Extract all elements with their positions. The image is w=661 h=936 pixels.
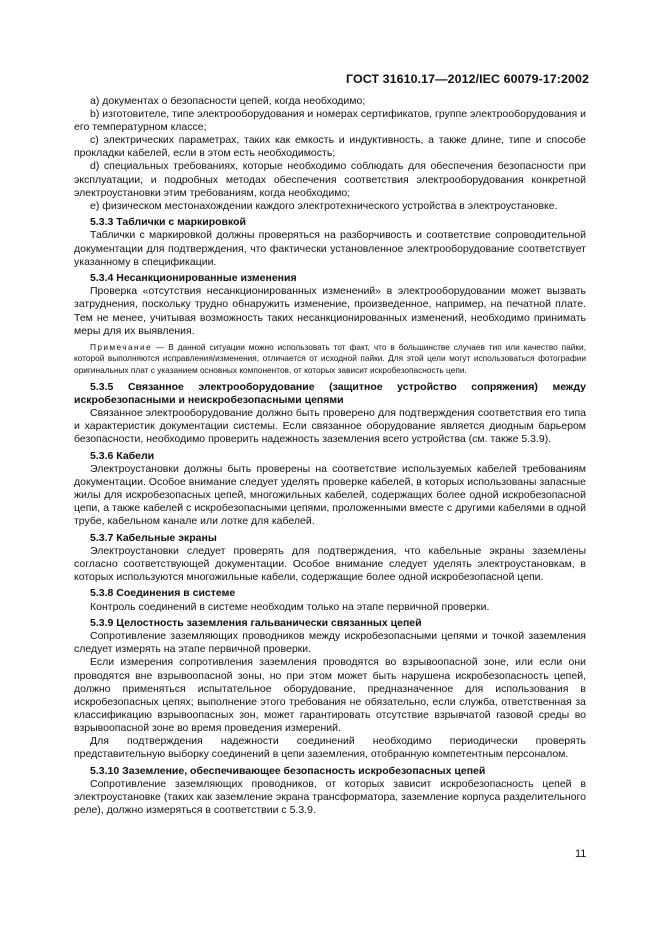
section-number: 5.3.4 <box>90 272 114 285</box>
section-number: 5.3.8 <box>90 587 114 600</box>
paragraph: Проверка «отсутствия несанкционированных изменений» в электрооборудовании может вызвать затруднения, поскольку трудно обнаружить изменение, произведенное, например, на печатной плате. Тем не менее, учитывая возможность таких несанкционированных изменений, необходимо принимать меры для их выявления. <box>74 285 586 337</box>
paragraph: Сопротивление заземляющих проводников между искробезопасными цепями и точкой заземления следует измерять на этапе первичной проверки. <box>74 630 586 656</box>
document-body <box>74 95 586 817</box>
section-number: 5.3.7 <box>90 531 114 544</box>
list-item-d: d) специальных требованиях, которые необходимо соблюдать для обеспечения безопасности при эксплуатации, и подробных методах обеспечения соответствия электрооборудования конкретной электроустановки этим требованиям, когда необходимо; <box>74 160 586 199</box>
section-number: 5.3.5 <box>90 380 114 393</box>
paragraph: Электроустановки должны быть проверены на соответствие используемых кабелей требованиям документации. Особое внимание следует уделять проверке кабелей, в которых использованы запасные жилы для искробезопасных цепей, многожильных кабелей, содержащих более одной искробезопасной цепи, а также кабелей с искробезопасными цепями, проложенными вместе с другими кабелями в одной трубе, кабельном канале или лотке для кабелей. <box>74 462 586 528</box>
section-title: Кабели <box>116 449 155 462</box>
section-number: 5.3.3 <box>90 216 114 229</box>
section-number: 5.3.6 <box>90 449 114 462</box>
section-title: Целостность заземления гальванически связанных цепей <box>116 617 422 630</box>
list-item-c: с) электрических параметрах, таких как емкость и индуктивность, а также длине, типе и способе прокладки кабелей, если в этом есть необходимость; <box>74 134 586 160</box>
list-item-a: а) документах о безопасности цепей, когда необходимо; <box>90 95 366 107</box>
page-number: 11 <box>575 848 587 860</box>
section-heading-5-3-9 <box>74 617 586 630</box>
section-title: Таблички с маркировкой <box>116 216 246 229</box>
list-item-b: b) изготовителе, типе электрооборудования и номерах сертификатов, группе электрооборудования и его температурном классе; <box>74 108 586 134</box>
section-title: Несанкционированные изменения <box>116 272 297 285</box>
note-label: Примечание <box>90 341 153 352</box>
list-item-e: е) физическом местонахождении каждого электротехнического устройства в электроустановке. <box>90 199 558 212</box>
section-number: 5.3.9 <box>90 617 114 630</box>
section-number: 5.3.10 <box>90 764 120 777</box>
section-heading-5-3-3 <box>74 216 586 229</box>
section-title: Кабельные экраны <box>116 531 217 544</box>
note-text: — В данной ситуации можно использовать тот факт, что в большинстве случаев тип или качество пайки, которой выполняются исправления/изменения, отличается от исходной пайки. Для этой цели могут использоваться фотографии оригинальных плат с указанием основных компонентов, от которых зависит искробезопасность цепи. <box>74 341 586 376</box>
section-heading-5-3-4 <box>74 272 586 285</box>
paragraph: Связанное электрооборудование должно быть проверено для подтверждения соответствия его типа и характеристик документации системы. Если связанное оборудование является диодным барьером безопасности, необходимо проверить надежность заземления всего устройства (см. также 5.3.9). <box>74 406 586 445</box>
section-heading-5-3-7 <box>74 532 586 545</box>
section-heading-5-3-10 <box>74 765 586 778</box>
paragraph: Если измерения сопротивления заземления проводятся во взрывоопасной зоне, или если они проводятся вне взрывоопасной зоны, но при этом может быть нарушена искробезопасность цепей, должно применяться испытательное оборудование, предназначенное для использования в искробезопасных цепях; выполнение этого требования не обязательно, если служба, ответственная за классификацию взрывоопасных зон, может гарантировать отсутствие взрывчатой газовой среды во взрывоопасной зоне во время проведения измерений. <box>74 656 586 734</box>
paragraph: Для подтверждения надежности соединений необходимо периодически проверять представительную выборку соединений в цепи заземления, отобранную компетентным персоналом. <box>74 735 586 761</box>
paragraph: Сопротивление заземляющих проводников, от которых зависит искробезопасность цепей в электроустановке (таких как заземление экрана трансформатора, заземление корпуса разделительного реле), должно измеряться в соответствии с 5.3.9. <box>74 777 586 816</box>
section-heading-5-3-5 <box>74 381 586 407</box>
section-heading-5-3-6 <box>74 450 586 463</box>
section-title: Соединения в системе <box>116 587 236 600</box>
note <box>74 342 586 377</box>
paragraph: Электроустановки следует проверять для подтверждения, что кабельные экраны заземлены согласно соответствующей документации. Особое внимание следует уделять электроустановкам, в которых используются многожильные кабели, содержащие более одной искробезопасной цепи. <box>74 544 586 583</box>
paragraph: Таблички с маркировкой должны проверяться на разборчивость и соответствие сопроводительной документации для подтверждения, что фактически установленное электрооборудование соответствует указанному в спецификации. <box>74 229 586 268</box>
paragraph: Контроль соединений в системе необходим только на этапе первичной проверки. <box>90 600 490 613</box>
section-title: Заземление, обеспечивающее безопасность искробезопасных цепей <box>122 764 486 777</box>
section-heading-5-3-8 <box>74 587 586 600</box>
section-title: Связанное электрооборудование (защитное устройство сопряжения) между искробезопасными и неискробезопасными цепями <box>74 380 586 406</box>
document-header: ГОСТ 31610.17—2012/IEC 60079-17:2002 <box>346 72 589 86</box>
